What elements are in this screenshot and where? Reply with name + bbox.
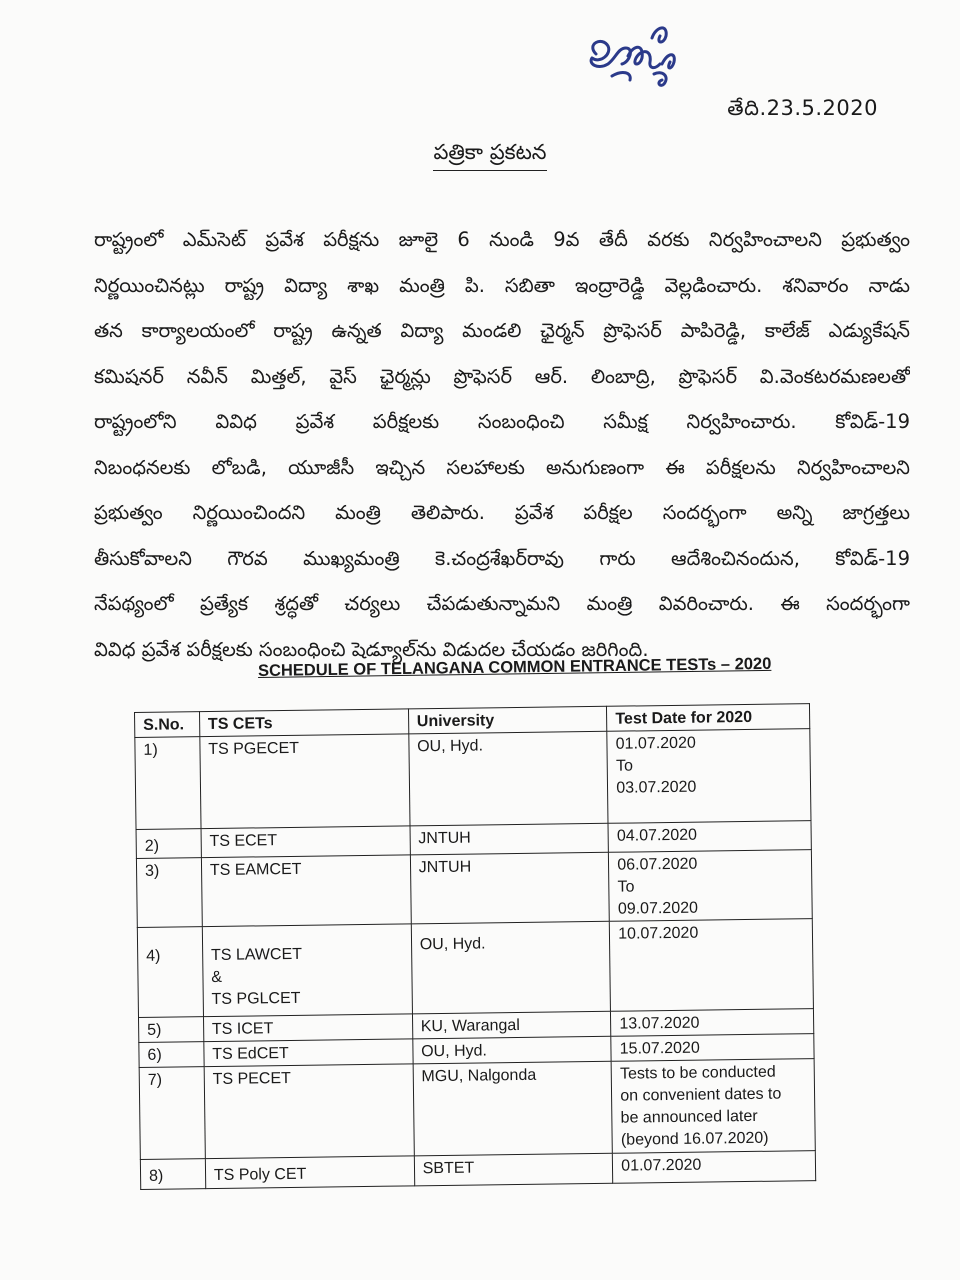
cell-cet (201, 855, 411, 927)
table-row (139, 1059, 815, 1160)
cell-university: JNTUH (410, 823, 609, 855)
schedule-table (134, 703, 816, 1190)
date-line: 06.07.2020 (617, 855, 698, 874)
date-line: Tests to be conducted (619, 1063, 776, 1083)
cell-university: JNTUH (410, 852, 609, 924)
cet-name: TS LAWCET (210, 945, 303, 965)
cell-cet (205, 1156, 414, 1189)
cell-test-date (611, 1034, 814, 1062)
cet-name: TS PGLCET (211, 989, 301, 1009)
header-test-date: Test Date for 2020 (607, 704, 810, 732)
date-line: 09.07.2020 (617, 899, 699, 918)
cell-sno: 2) (136, 829, 201, 859)
paragraph-line: నేపథ్యంలో ప్రత్యేక శ్రద్ధతో చర్యలు చేపడుతున్నామని మంత్రి వివరించారు. ఈ సందర్భంగా (94, 592, 910, 615)
paragraph-line: వివిధ ప్రవేశ పరీక్షలకు సంబంధించి షెడ్యూల్‌ను విడుదల చేయడం జరిగింది. (94, 637, 649, 661)
date-line: (beyond 16.07.2020) (620, 1129, 769, 1149)
table-row (137, 919, 813, 1018)
cell-test-date (611, 1009, 814, 1037)
date-line: 13.07.2020 (619, 1014, 700, 1033)
cet-name: TS PGECET (208, 739, 300, 759)
cet-name: & (211, 968, 223, 987)
cell-test-date (609, 850, 813, 922)
cet-name: TS ECET (209, 832, 278, 851)
cell-university: OU, Hyd. (412, 1036, 611, 1064)
cet-name: TS EdCET (212, 1045, 289, 1064)
cell-cet (201, 826, 410, 858)
cell-university: MGU, Nalgonda (413, 1061, 613, 1156)
cell-sno: 1) (135, 737, 201, 830)
cell-sno: 8) (140, 1159, 205, 1190)
release-date: తేది.23.5.2020 (727, 96, 878, 120)
press-release-paragraph (94, 224, 910, 679)
cell-sno: 7) (139, 1067, 205, 1160)
cet-name: TS EAMCET (209, 860, 302, 880)
table-row (136, 850, 812, 928)
cell-test-date (611, 1059, 815, 1154)
handwritten-signature (582, 14, 692, 96)
cell-cet (204, 1064, 414, 1159)
cell-cet (200, 734, 410, 829)
cell-university: KU, Warangal (412, 1011, 611, 1039)
date-line: 01.07.2020 (621, 1156, 702, 1175)
cell-test-date (608, 821, 811, 853)
schedule-table-wrapper (134, 703, 816, 1190)
header-university: University (408, 706, 607, 734)
date-line: To (615, 757, 634, 775)
schedule-title: SCHEDULE OF TELANGANA COMMON ENTRANCE TESTs – 2020 (257, 654, 772, 680)
date-line: To (617, 878, 635, 896)
cell-test-date (607, 729, 811, 824)
cell-cet (203, 1014, 412, 1042)
cet-name: TS Poly CET (213, 1165, 307, 1184)
date-line: 01.07.2020 (615, 734, 696, 753)
paragraph-line: నిర్ణయించినట్లు రాష్ట్ర విద్యా శాఖ మంత్రి పి. సబితా ఇంద్రారెడ్డి వెల్లడించారు. శనివారం నాడు (94, 273, 910, 297)
cell-test-date (610, 919, 814, 1012)
date-line: 04.07.2020 (616, 826, 698, 845)
header-cet: TS CETs (199, 709, 408, 737)
date-line: 03.07.2020 (616, 778, 697, 797)
paragraph-line: కమిషనర్ నవీన్ మిత్తల్, వైస్ ఛైర్మన్లు ప్రొఫెసర్ ఆర్. లింబాద్రి, ప్రొఫెసర్ వి.వెంకటరమణలతో (94, 364, 910, 388)
cell-test-date (613, 1151, 816, 1184)
paragraph-line: తీసుకోవాలని గౌరవ ముఖ్యమంత్రి కె.చంద్రశేఖర్‌రావు గారు ఆదేశించినందున, కోవిడ్-19 (94, 546, 910, 570)
cell-sno: 3) (136, 858, 202, 928)
date-line: on convenient dates to (620, 1085, 782, 1105)
cell-university: OU, Hyd. (408, 731, 608, 826)
date-line: be announced later (620, 1107, 758, 1127)
paragraph-line: రాష్ట్రంలోని వివిధ ప్రవేశ పరీక్షలకు సంబంధించి సమీక్ష నిర్వహించారు. కోవిడ్-19 (94, 410, 910, 433)
cet-name: TS PECET (212, 1069, 291, 1089)
date-line: 10.07.2020 (618, 924, 699, 943)
paragraph-line: రాష్ట్రంలో ఎమ్‌సెట్ ప్రవేశ పరీక్షను జూలై 6 నుండి 9వ తేదీ వరకు నిర్వహించాలని ప్రభుత్వం (94, 228, 910, 251)
cell-university: SBTET (414, 1153, 613, 1186)
cet-name: TS ICET (211, 1020, 274, 1039)
paragraph-line: నిబంధనలకు లోబడి, యూజీసీ ఇచ్చిన సలహాలకు అనుగుణంగా ఈ పరీక్షలను నిర్వహించాలని (94, 455, 910, 479)
cell-cet (204, 1039, 413, 1067)
cell-sno: 4) (137, 927, 203, 1018)
page-title-text: పత్రికా ప్రకటన (433, 140, 546, 171)
cell-sno: 5) (138, 1017, 203, 1043)
paragraph-line: తన కార్యాలయంలో రాష్ట్ర ఉన్నత విద్యా మండలి ఛైర్మన్ ప్రొఫెసర్ పాపిరెడ్డి, కాలేజ్ ఎడ్యుకేషన్ (94, 319, 910, 342)
cell-sno: 6) (139, 1042, 204, 1068)
header-sno: S.No. (135, 712, 200, 738)
date-line: 15.07.2020 (619, 1039, 700, 1058)
paragraph-line: ప్రభుత్వం నిర్ణయించిందని మంత్రి తెలిపారు. ప్రవేశ పరీక్షల సందర్భంగా అన్ని జాగ్రత్తలు (94, 501, 910, 524)
table-row (135, 729, 811, 830)
cell-university: OU, Hyd. (411, 921, 611, 1014)
page-title (0, 140, 960, 170)
cell-cet (202, 924, 412, 1017)
